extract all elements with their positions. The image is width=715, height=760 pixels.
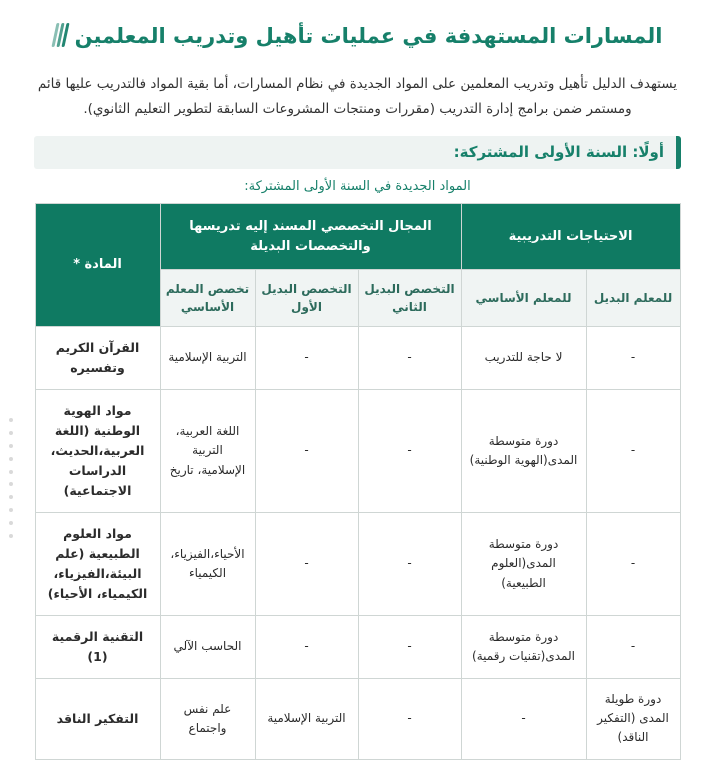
cell-spec-alt-first: - — [255, 327, 358, 390]
page-title: المسارات المستهدفة في عمليات تأهيل وتدريب المعلمين — [74, 24, 663, 49]
cell-subject: مواد العلوم الطبيعية (علم البيئة،الفيزياء، الكيمياء، الأحياء) — [35, 513, 160, 616]
cell-alt-teacher: دورة طويلة المدى (التفكير الناقد) — [586, 679, 680, 760]
subjects-table — [35, 203, 681, 760]
header-subject: المادة * — [35, 204, 160, 327]
cell-spec-main: الأحياء،الفيزياء، الكيمياء — [160, 513, 255, 616]
cell-subject: القرآن الكريم وتفسيره — [35, 327, 160, 390]
cell-basic-teacher: لا حاجة للتدريب — [461, 327, 586, 390]
cell-spec-main: التربية الإسلامية — [160, 327, 255, 390]
cell-spec-alt-first: - — [255, 513, 358, 616]
table-row — [35, 327, 680, 390]
cell-spec-alt-first: - — [255, 616, 358, 679]
cell-spec-alt-second: - — [358, 513, 461, 616]
cell-spec-main: علم نفس واجتماع — [160, 679, 255, 760]
cell-spec-alt-second: - — [358, 327, 461, 390]
header-specialization: المجال التخصصي المسند إليه تدريسها والتخصصات البديلة — [160, 204, 461, 270]
section-band — [34, 136, 681, 169]
cell-basic-teacher: دورة متوسطة المدى(تقنيات رقمية) — [461, 616, 586, 679]
page-title-row — [0, 0, 715, 62]
header-spec-alt-second: التخصص البديل الثاني — [358, 270, 461, 327]
cell-spec-alt-second: - — [358, 390, 461, 513]
table-row — [35, 616, 680, 679]
header-basic-teacher: للمعلم الأساسي — [461, 270, 586, 327]
cell-subject: التقنية الرقمية (1) — [35, 616, 160, 679]
table-row — [35, 679, 680, 760]
decorative-dots — [4, 418, 18, 538]
header-spec-main: تخصص المعلم الأساسي — [160, 270, 255, 327]
cell-subject: مواد الهوية الوطنية (اللغة العربية،الحديث، الدراسات الاجتماعية) — [35, 390, 160, 513]
cell-spec-main: الحاسب الآلي — [160, 616, 255, 679]
cell-spec-alt-first: - — [255, 390, 358, 513]
cell-alt-teacher: - — [586, 616, 680, 679]
cell-basic-teacher: دورة متوسطة المدى(العلوم الطبيعية) — [461, 513, 586, 616]
table-body — [35, 327, 680, 760]
title-stripes-icon — [53, 23, 67, 49]
cell-basic-teacher: - — [461, 679, 586, 760]
table-group-header-row — [35, 204, 680, 270]
intro-paragraph: يستهدف الدليل تأهيل وتدريب المعلمين على المواد الجديدة في نظام المسارات، أما بقية المواد فالتدريب عليها قائم ومستمر ضمن برامج إدارة التدريب (مقررات ومنتجات المشروعات السابقة لتطوير التعليم الثانوي). — [37, 76, 678, 118]
header-alt-teacher: للمعلم البديل — [586, 270, 680, 327]
cell-spec-main: اللغة العربية، التربية الإسلامية، تاريخ — [160, 390, 255, 513]
cell-spec-alt-second: - — [358, 616, 461, 679]
cell-spec-alt-second: - — [358, 679, 461, 760]
section-band-label: أولًا: السنة الأولى المشتركة: — [453, 143, 664, 162]
cell-alt-teacher: - — [586, 327, 680, 390]
table-row — [35, 513, 680, 616]
cell-alt-teacher: - — [586, 513, 680, 616]
cell-basic-teacher: دورة متوسطة المدى(الهوية الوطنية) — [461, 390, 586, 513]
header-spec-alt-first: التخصص البديل الأول — [255, 270, 358, 327]
cell-spec-alt-first: التربية الإسلامية — [255, 679, 358, 760]
cell-alt-teacher: - — [586, 390, 680, 513]
header-training-needs: الاحتياجات التدريبية — [461, 204, 680, 270]
table-caption: المواد الجديدة في السنة الأولى المشتركة: — [244, 179, 471, 195]
cell-subject: التفكير الناقد — [35, 679, 160, 760]
table-row — [35, 390, 680, 513]
